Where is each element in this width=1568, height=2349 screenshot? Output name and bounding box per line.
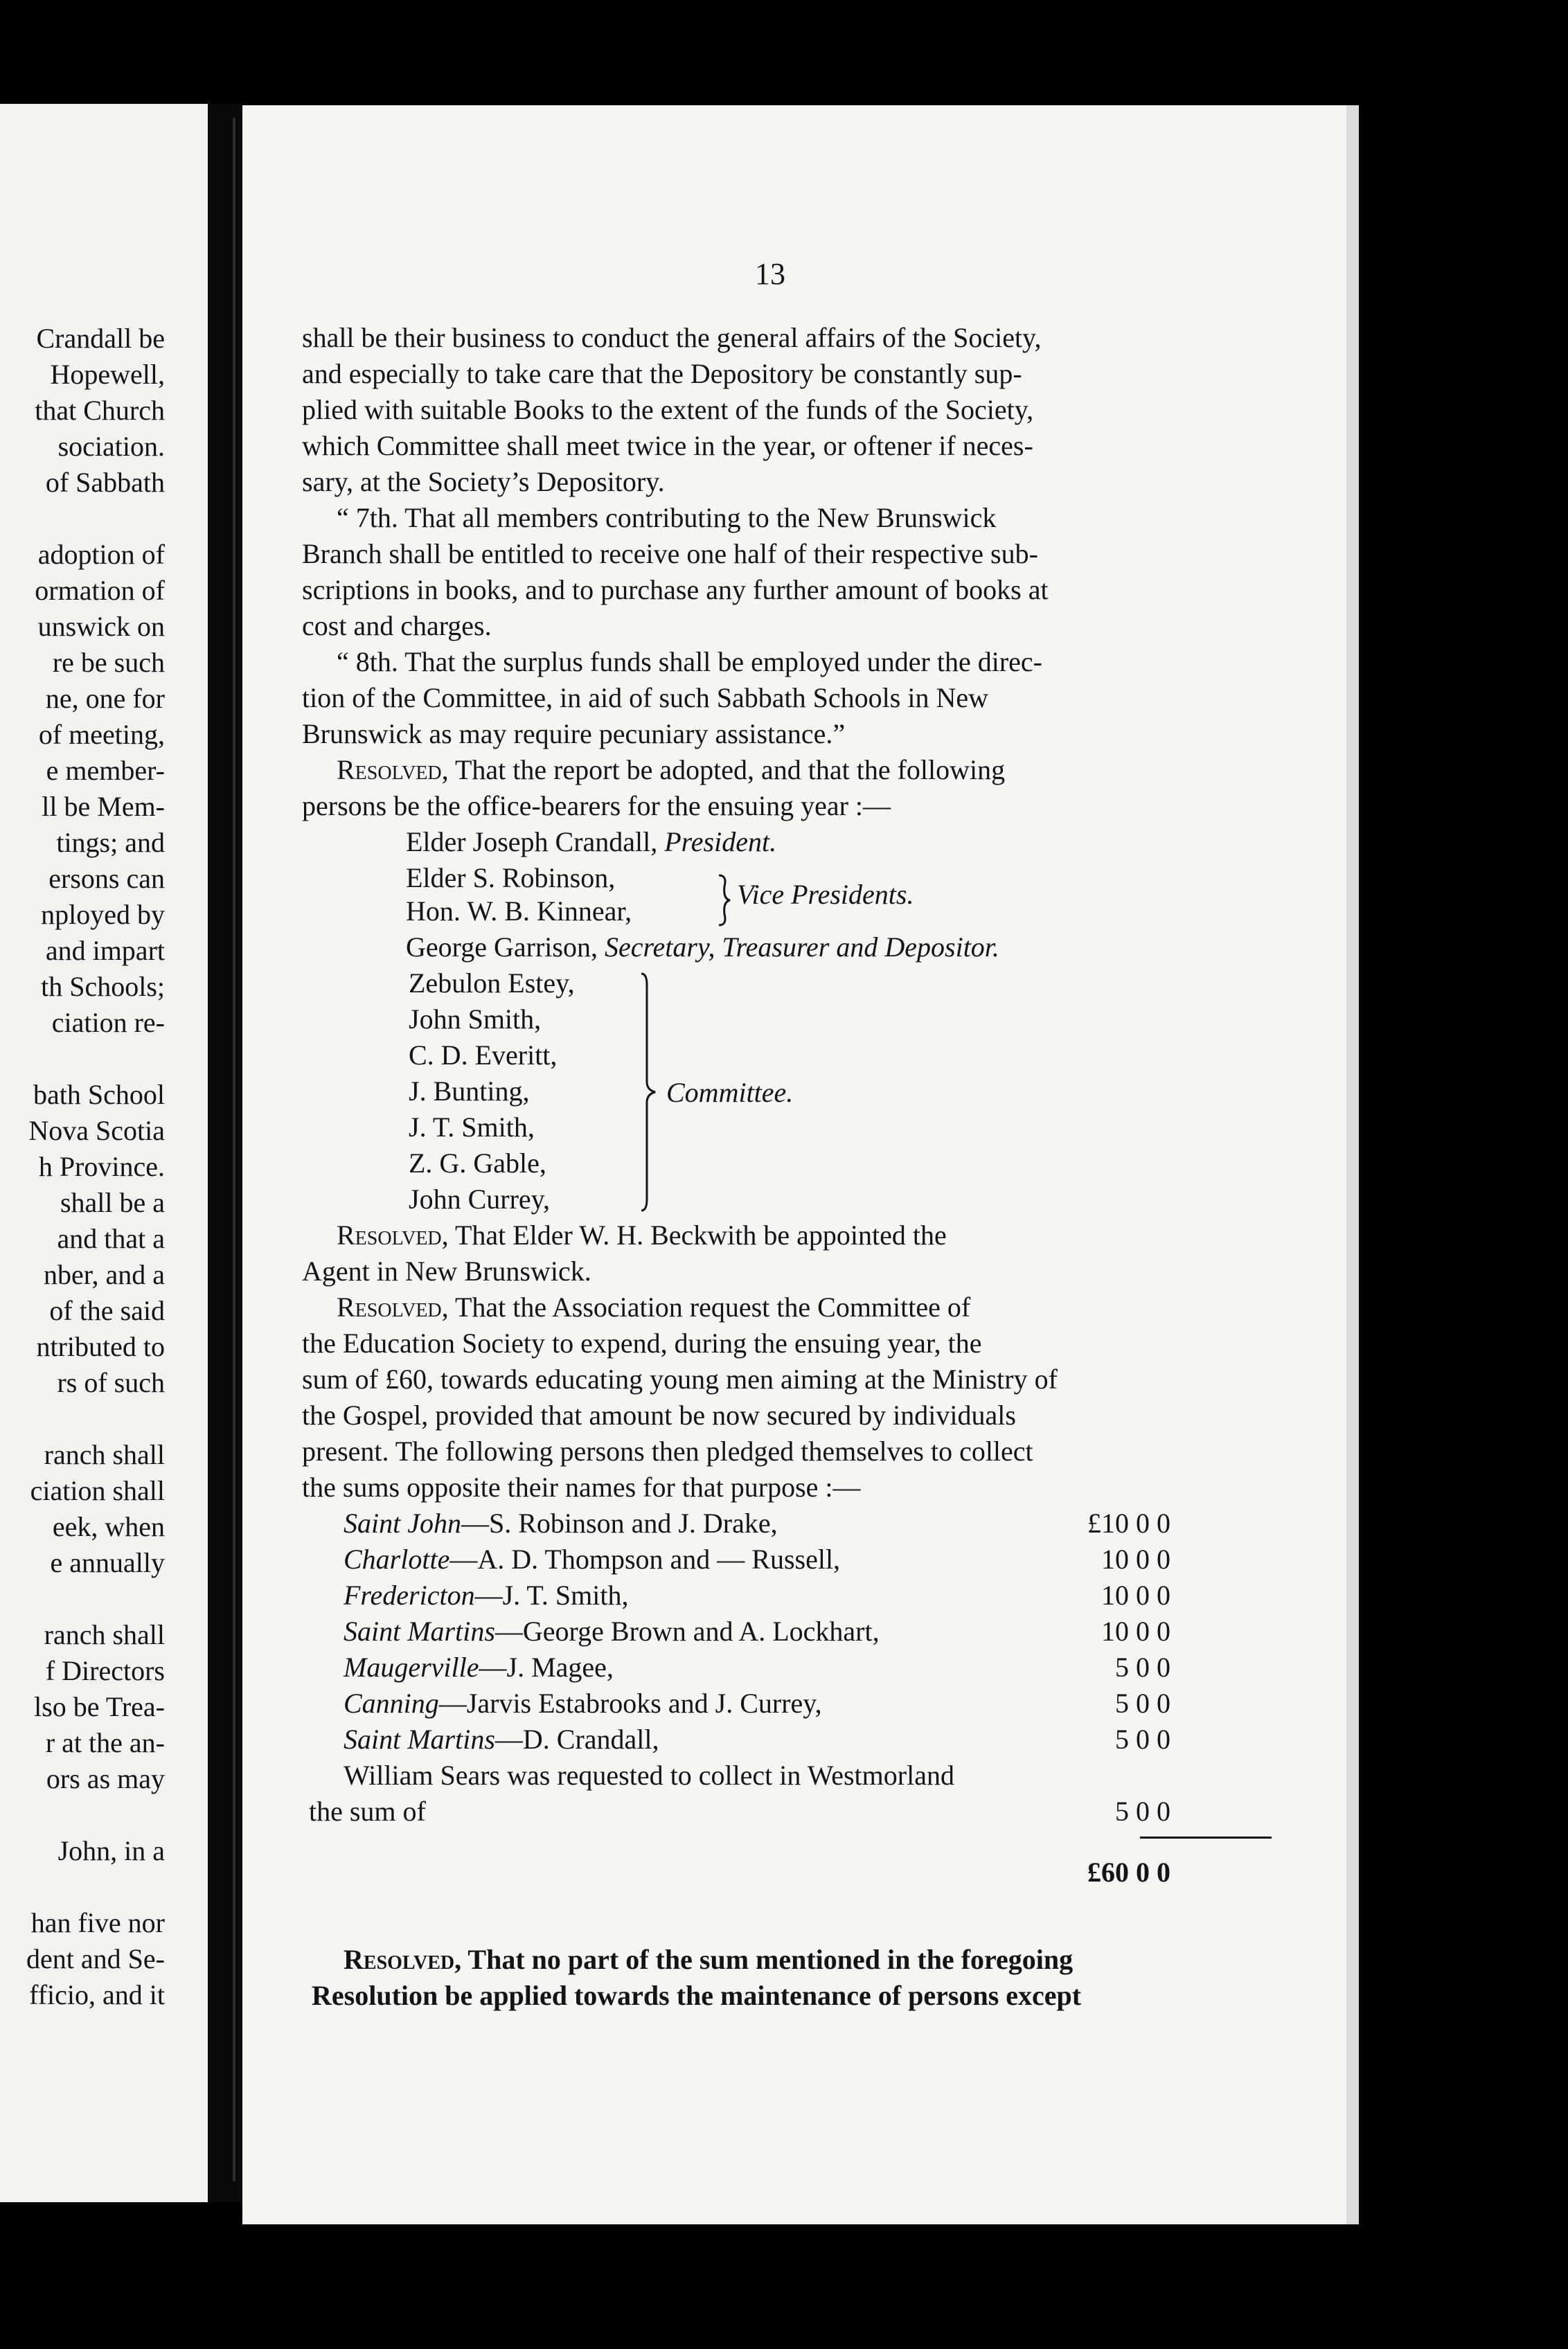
book-gutter [208,104,246,2202]
pledge-row [344,1722,659,1758]
total-rule [1140,1837,1272,1839]
pledge-row [344,1578,628,1614]
committee-member: C. D. Everitt, [409,1039,558,1071]
left-text-line: Crandall be [36,323,165,354]
text-line: plied with suitable Books to the extent of the funds of the Society, [302,394,1034,425]
brace-icon [637,971,665,1213]
left-text-line: of Sabbath [45,467,165,498]
left-text-line: re be such [52,647,165,678]
text-line: sary, at the Society’s Depository. [302,466,665,497]
pledge-amount: 5 0 0 [1115,1724,1170,1755]
left-text-line: Hopewell, [50,359,165,390]
resolved-keyword: Resolved, [337,1220,449,1251]
left-text-line: ciation re- [51,1007,165,1038]
pledge-place: Charlotte [344,1544,450,1575]
left-text-line: e member- [46,755,165,786]
page-13 [242,105,1359,2224]
left-text-line: Nova Scotia [28,1115,165,1146]
pledge-amount: 5 0 0 [1115,1688,1170,1719]
pledge-amount: £10 0 0 [1087,1508,1170,1539]
resolved-keyword: Resolved, [337,1292,449,1323]
text-line: the Education Society to expend, during the ensuing year, the [302,1328,982,1359]
text-line: shall be their business to conduct the general affairs of the Society, [302,322,1042,353]
vice-presidents-title: Vice Presidents. [737,879,914,910]
committee-member: John Currey, [409,1184,551,1215]
left-text-line: nployed by [41,899,165,930]
text-line: the sum of [309,1796,426,1827]
left-text-line: ciation shall [30,1475,165,1506]
pledge-amount: 10 0 0 [1101,1544,1170,1575]
left-text-line: ranch shall [44,1619,165,1650]
pledge-place: Canning [344,1688,439,1719]
total-amount: £60 0 0 [1087,1857,1170,1888]
text-line: scriptions in books, and to purchase any further amount of books at [302,574,1049,605]
pledge-place: Saint Martins [344,1616,495,1647]
resolution-text: That the Association request the Committee of [454,1292,971,1323]
previous-page-fragment [0,104,208,2202]
vice-president-name: Elder S. Robinson, [406,862,616,893]
pledge-place: Saint John [344,1508,461,1539]
text-line: Brunswick as may require pecuniary assistance.” [302,718,846,749]
left-text-line: ranch shall [44,1439,165,1470]
text-line: which Committee shall meet twice in the year, or oftener if neces- [302,430,1033,461]
left-text-line: ors as may [46,1763,165,1794]
left-text-line: of the said [49,1295,165,1326]
left-text-line: and impart [45,935,165,966]
left-text-line: ne, one for [45,683,165,714]
secretary-name: George Garrison, [406,931,598,963]
left-text-line: rs of such [57,1367,165,1398]
text-line: persons be the office-bearers for the ensuing year :— [302,790,891,821]
brace-icon [716,873,733,928]
president-name: Elder Joseph Crandall, [406,826,658,857]
resolution-line [344,1942,1073,1978]
left-text-line: that Church [35,395,165,426]
pledge-place: Fredericton [344,1580,475,1611]
text-line: and especially to take care that the Depository be constantly sup- [302,358,1022,389]
pledge-names: —Jarvis Estabrooks and J. Currey, [438,1688,822,1719]
text-line: Resolution be applied towards the maintenance of persons except [312,1980,1082,2011]
left-text-line: nber, and a [44,1259,165,1290]
pledge-names: —A. D. Thompson and — Russell, [449,1544,841,1575]
pledge-amount: 5 0 0 [1115,1796,1170,1827]
text-line: “ 8th. That the surplus funds shall be employed under the direc- [337,646,1043,677]
text-line: tion of the Committee, in aid of such Sabbath Schools in New [302,682,988,713]
left-text-line: e annually [50,1547,165,1578]
resolution-line [337,752,1005,788]
left-text-line: dent and Se- [26,1943,165,1974]
pledge-names: —J. Magee, [479,1652,614,1683]
page-number: 13 [755,257,785,291]
pledge-amount: 5 0 0 [1115,1652,1170,1683]
left-text-line: lso be Trea- [34,1691,165,1722]
left-text-line: ersons can [48,863,165,894]
pledge-amount: 10 0 0 [1101,1580,1170,1611]
vice-president-name: Hon. W. B. Kinnear, [406,895,632,927]
left-text-line: John, in a [57,1835,165,1866]
pledge-names: —J. T. Smith, [474,1580,629,1611]
left-text-line: han five nor [30,1907,165,1938]
resolution-line [337,1217,947,1253]
text-line: present. The following persons then pledged themselves to collect [302,1436,1033,1467]
pledge-names: —D. Crandall, [495,1724,659,1755]
text-line: the sums opposite their names for that purpose :— [302,1472,861,1503]
pledge-row [344,1686,822,1722]
left-text-line: h Province. [38,1151,165,1182]
pledge-names: —S. Robinson and J. Drake, [461,1508,778,1539]
text-line: Branch shall be entitled to receive one half of their respective sub- [302,538,1038,569]
text-line: cost and charges. [302,610,492,641]
resolution-text: That no part of the sum mentioned in the foregoing [467,1944,1073,1975]
pledge-row [344,1506,778,1542]
resolved-keyword: Resolved, [337,754,449,785]
pledge-row [344,1614,880,1650]
committee-member: J. Bunting, [409,1075,530,1107]
pledge-names: —George Brown and A. Lockhart, [495,1616,880,1647]
left-text-line: bath School [33,1079,165,1110]
text-line: William Sears was requested to collect in Westmorland [344,1760,954,1791]
left-text-line: tings; and [56,827,165,858]
left-text-line: shall be a [60,1187,165,1218]
left-text-line: adoption of [37,539,165,570]
resolution-line [337,1289,970,1325]
committee-title: Committee. [666,1077,794,1108]
left-text-line: th Schools; [41,971,165,1002]
committee-member: John Smith, [409,1003,542,1035]
secretary-title: Secretary, Treasurer and Depositor. [604,931,999,963]
left-text-line: and that a [57,1223,165,1254]
left-text-line: f Directors [45,1655,165,1686]
left-text-line: fficio, and it [29,1979,165,2010]
gutter-edge [233,118,235,2181]
resolution-text: That the report be adopted, and that the following [454,754,1006,785]
officer-secretary [406,929,999,965]
resolved-keyword: Resolved, [344,1944,462,1975]
pledge-place: Saint Martins [344,1724,495,1755]
pledge-row [344,1542,840,1578]
committee-member: Zebulon Estey, [409,967,575,999]
text-line: “ 7th. That all members contributing to the New Brunswick [337,502,997,533]
left-text-line: ntributed to [36,1331,165,1362]
left-text-line: ll be Mem- [42,791,165,822]
left-text-line: ormation of [35,575,165,606]
officer-president [406,824,776,860]
pledge-amount: 10 0 0 [1101,1616,1170,1647]
left-text-line: eek, when [52,1511,165,1542]
resolution-text: That Elder W. H. Beckwith be appointed the [454,1220,947,1251]
committee-member: J. T. Smith, [409,1111,535,1143]
left-text-line: unswick on [37,611,165,642]
president-title: President. [664,826,777,857]
left-text-line: r at the an- [45,1727,165,1758]
pledge-row [344,1650,614,1686]
pledge-place: Maugerville [344,1652,479,1683]
committee-member: Z. G. Gable, [409,1147,546,1179]
text-line: Agent in New Brunswick. [302,1256,591,1287]
left-text-line: of meeting, [38,719,165,750]
text-line: sum of £60, towards educating young men aiming at the Ministry of [302,1364,1058,1395]
left-text-line: sociation. [57,431,165,462]
text-line: the Gospel, provided that amount be now secured by individuals [302,1400,1016,1431]
